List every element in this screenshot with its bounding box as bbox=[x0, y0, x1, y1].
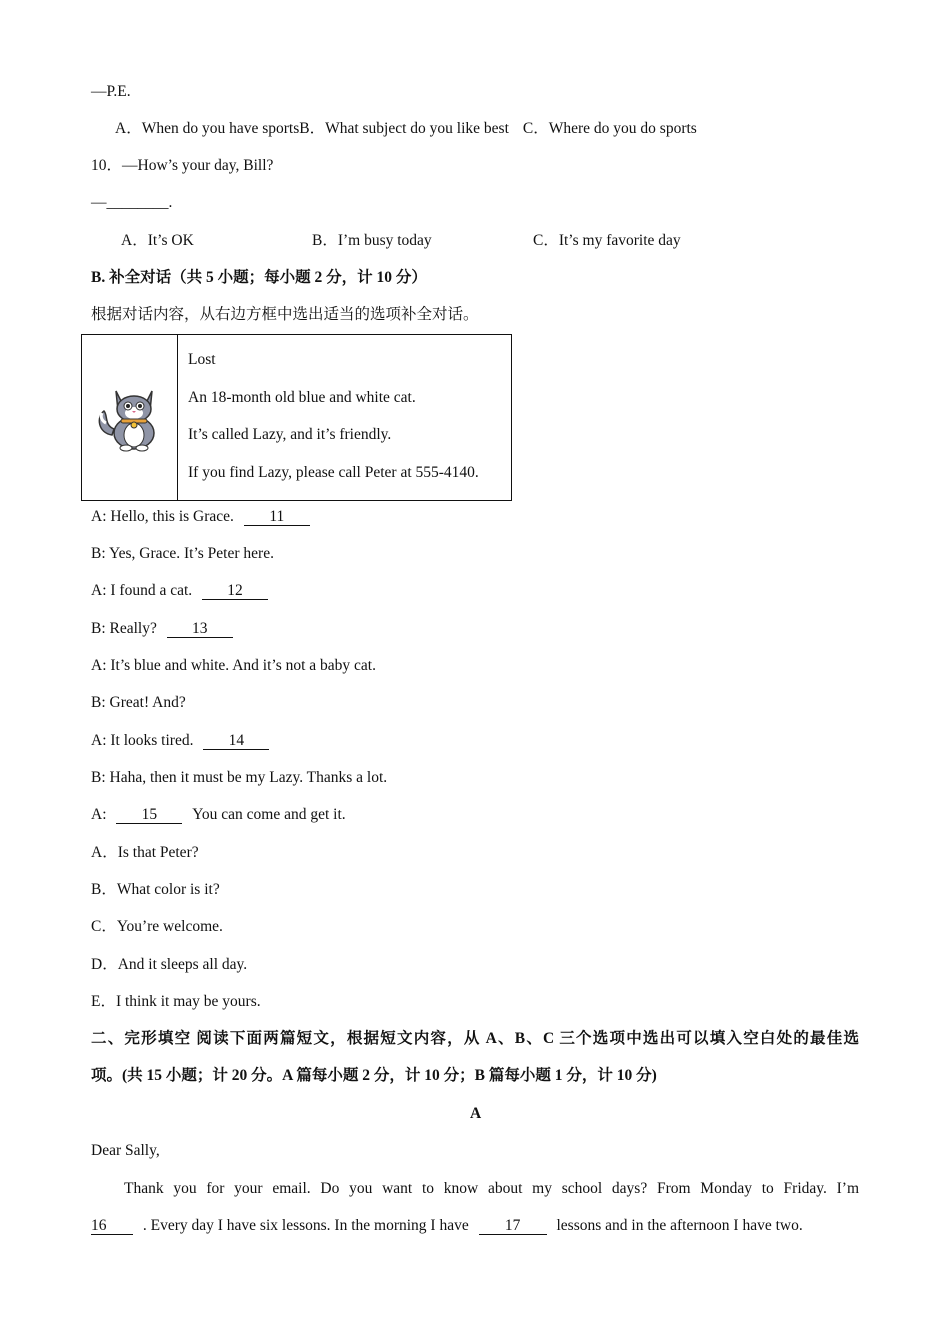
lost-notice-text bbox=[178, 335, 512, 501]
choice-d[interactable]: D．And it sleeps all day. bbox=[91, 956, 248, 973]
q10-option-a[interactable]: A．It’s OK bbox=[121, 232, 194, 249]
q9-options bbox=[115, 119, 697, 139]
choice-b[interactable]: B．What color is it? bbox=[91, 881, 220, 898]
choice-c[interactable]: C．You’re welcome. bbox=[91, 918, 223, 935]
passage-label: A bbox=[470, 1105, 482, 1122]
blank-13[interactable]: 13 bbox=[167, 621, 233, 638]
choice-e[interactable]: E．I think it may be yours. bbox=[91, 993, 261, 1010]
dialogue-line: B: Yes, Grace. It’s Peter here. bbox=[91, 545, 274, 562]
dialogue-line: B: Haha, then it must be my Lazy. Thanks a lot. bbox=[91, 769, 388, 786]
q10-question: 10．—How’s your day, Bill? bbox=[91, 157, 274, 174]
dialogue-line: A: I found a cat. 12 bbox=[91, 581, 268, 601]
part2-title-line1: 二、完形填空 阅读下面两篇短文，根据短文内容，从 A、B、C 三个选项中选出可以填入空白处的最佳选 bbox=[91, 1030, 859, 1047]
lost-notice-box bbox=[81, 334, 512, 501]
lost-line-2: It’s called Lazy, and it’s friendly. bbox=[188, 426, 392, 443]
dialogue-line: A: 15 You can come and get it. bbox=[91, 806, 346, 823]
q10-answer-blank: —________. bbox=[91, 194, 173, 211]
q9-option-a[interactable]: A．When do you have sports bbox=[115, 120, 300, 137]
blank-12[interactable]: 12 bbox=[202, 583, 268, 600]
blank-14[interactable]: 14 bbox=[203, 733, 269, 750]
dialogue-line: A: It’s blue and white. And it’s not a baby cat. bbox=[91, 657, 376, 674]
cat-icon bbox=[94, 377, 166, 453]
lost-line-3: If you find Lazy, please call Peter at 555-4140. bbox=[188, 463, 479, 481]
section-b-instruction: 根据对话内容，从右边方框中选出适当的选项补全对话。 bbox=[91, 306, 479, 323]
q9-option-c[interactable]: C．Where do you do sports bbox=[522, 120, 697, 137]
dialogue-line: A: Hello, this is Grace. 11 bbox=[91, 507, 310, 527]
q10-option-b[interactable]: B．I’m busy today bbox=[312, 232, 432, 249]
choice-a[interactable]: A．Is that Peter? bbox=[91, 844, 199, 861]
lost-heading: Lost bbox=[188, 351, 216, 368]
blank-16[interactable]: 16 bbox=[91, 1218, 133, 1235]
q10-option-c[interactable]: C．It’s my favorite day bbox=[533, 232, 681, 249]
blank-17[interactable]: 17 bbox=[479, 1218, 547, 1235]
blank-11[interactable]: 11 bbox=[244, 509, 310, 526]
dialogue-line: A: It looks tired. 14 bbox=[91, 731, 269, 751]
part2-title-line2: 项。(共 15 小题；计 20 分。A 篇每小题 2 分，计 10 分；B 篇每小题 1 分，计 10 分) bbox=[91, 1067, 657, 1084]
q9-option-b[interactable]: B．What subject do you like best bbox=[299, 120, 509, 137]
answer-line: —P.E. bbox=[91, 83, 131, 100]
paragraph-line-1: Thank you for your email. Do you want to know about my school days? From Monday to Friday. I’m bbox=[124, 1180, 859, 1197]
letter-greeting: Dear Sally, bbox=[91, 1142, 160, 1159]
dialogue-line: B: Great! And? bbox=[91, 694, 186, 711]
section-b-title: B. 补全对话（共 5 小题；每小题 2 分，计 10 分） bbox=[91, 269, 427, 286]
paragraph-line-2: 16 . Every day I have six lessons. In the morning I have 17 lessons and in the afternoon I have two. bbox=[91, 1217, 803, 1234]
blank-15[interactable]: 15 bbox=[116, 807, 182, 824]
cat-picture-cell bbox=[82, 335, 178, 501]
dialogue-line: B: Really? 13 bbox=[91, 619, 233, 639]
lost-line-1: An 18-month old blue and white cat. bbox=[188, 388, 416, 406]
